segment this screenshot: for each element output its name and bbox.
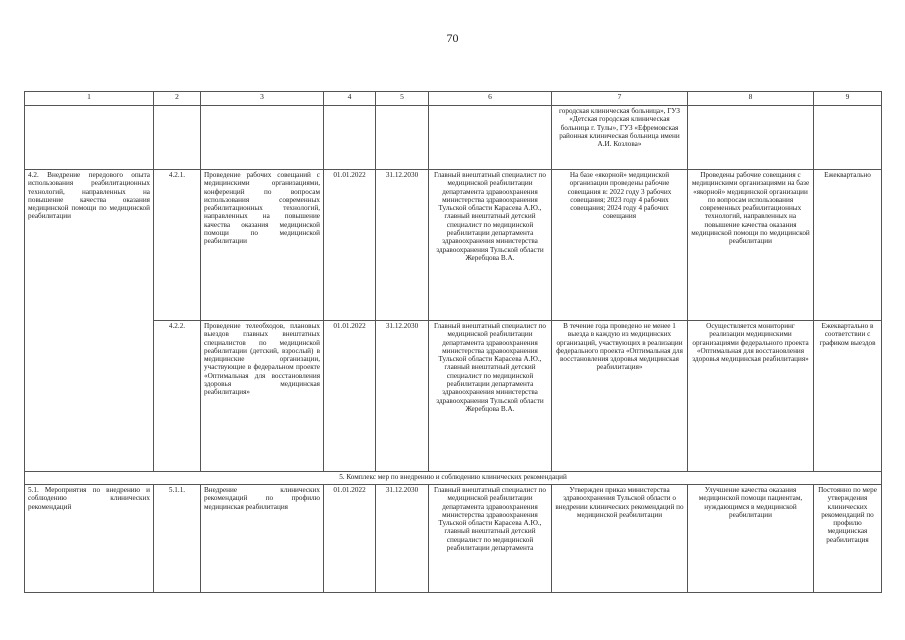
column-number: 5 <box>376 92 429 106</box>
continuation-organizations: городская клиническая больница», ГУЗ «Детская городская клиническая больница г. Тулы», ГУЗ «Ефремовская районная клиническая больница имени А.И. Козлова» <box>552 106 688 170</box>
start-date: 01.01.2022 <box>324 321 376 472</box>
column-number: 8 <box>688 92 814 106</box>
measure-5-1: 5.1. Мероприятия по внедрению и соблюдению клинических рекомендаций <box>25 485 154 593</box>
section-row <box>25 472 882 485</box>
item-number: 4.2.2. <box>154 321 201 472</box>
measure-4-2: 4.2. Внедрение передового опыта использования реабилитационных технологий, направленных на повышение качества оказания медицинской помощи по медицинской реабилитации <box>25 170 154 472</box>
end-date: 31.12.2030 <box>376 321 429 472</box>
end-date: 31.12.2030 <box>376 485 429 593</box>
action: Проведение рабочих совещаний с медицинскими организациями, конференций по вопросам использования современных реабилитационных технологий, направленных на повышение качества оказания медицинской помощи по медицинской реабилитации <box>201 170 324 321</box>
frequency: Ежеквартально <box>814 170 882 321</box>
section-title: 5. Комплекс мер по внедрению и соблюдению клинических рекомендаций <box>25 472 882 485</box>
table-row <box>25 485 882 593</box>
responsible: Главный внештатный специалист по медицинской реабилитации департамента здравоохранения министерства здравоохранения Тульской области Карасева А.Ю., главный внештатный детский специалист по медицинской реабилитации департамента <box>429 485 552 593</box>
start-date: 01.01.2022 <box>324 485 376 593</box>
page-number: 70 <box>446 31 459 45</box>
indicator: Проведены рабочие совещания с медицинскими организациями на базе «якорной» медицинской организации по вопросам использования современных реабилитационных технологий, направленных на повышение качества оказания медицинской помощи по медицинской реабилитации <box>688 170 814 321</box>
column-number: 2 <box>154 92 201 106</box>
column-number: 4 <box>324 92 376 106</box>
measures-table <box>24 91 882 593</box>
column-number-row <box>25 92 882 106</box>
continuation-row <box>25 106 882 170</box>
responsible: Главный внештатный специалист по медицинской реабилитации департамента здравоохранения министерства здравоохранения Тульской области Карасева А.Ю., главный внештатный детский специалист по медицинской реабилитации департамента здравоохранения министерства здравоохранения Тульской области Жеребцова В.А. <box>429 170 552 321</box>
result: Утвержден приказ министерства здравоохранения Тульской области о внедрении клинических рекомендаций по медицинской реабилитации <box>552 485 688 593</box>
result: На базе «якорной» медицинской организации проведены рабочие совещания в: 2022 году 3 рабочих совещания; 2023 году 4 рабочих совещания; 2024 году 4 рабочих совещания <box>552 170 688 321</box>
column-number: 6 <box>429 92 552 106</box>
table-row <box>25 170 882 321</box>
action: Внедрение клинических рекомендаций по профилю медицинская реабилитация <box>201 485 324 593</box>
indicator: Осуществляется мониторинг реализации медицинскими организациями федерального проекта «Оптимальная для восстановления здоровья медицинская реабилитация» <box>688 321 814 472</box>
item-number: 4.2.1. <box>154 170 201 321</box>
result: В течение года проведено не менее 1 выезда в каждую из медицинских организаций, участвующих в реализации федерального проекта «Оптимальная для восстановления здоровья медицинская реабилитация» <box>552 321 688 472</box>
item-number: 5.1.1. <box>154 485 201 593</box>
column-number: 1 <box>25 92 154 106</box>
end-date: 31.12.2030 <box>376 170 429 321</box>
indicator: Улучшение качества оказания медицинской помощи пациентам, нуждающимся в медицинской реабилитации <box>688 485 814 593</box>
frequency: Постоянно по мере утверждения клинических рекомендаций по профилю медицинская реабилитация <box>814 485 882 593</box>
column-number: 3 <box>201 92 324 106</box>
action: Проведение телеобходов, плановых выездов главных внештатных специалистов по медицинской реабилитации (детский, взрослый) в медицинские организации, участвующие в федеральном проекте «Оптимальная для восстановления здоровья медицинская реабилитация» <box>201 321 324 472</box>
column-number: 7 <box>552 92 688 106</box>
table-row <box>25 321 882 472</box>
column-number: 9 <box>814 92 882 106</box>
responsible: Главный внештатный специалист по медицинской реабилитации департамента здравоохранения министерства здравоохранения Тульской области Карасева А.Ю., главный внештатный детский специалист по медицинской реабилитации департамента здравоохранения министерства здравоохранения Тульской области Жеребцова В.А. <box>429 321 552 472</box>
frequency: Ежеквартально в соответствии с графиком выездов <box>814 321 882 472</box>
start-date: 01.01.2022 <box>324 170 376 321</box>
